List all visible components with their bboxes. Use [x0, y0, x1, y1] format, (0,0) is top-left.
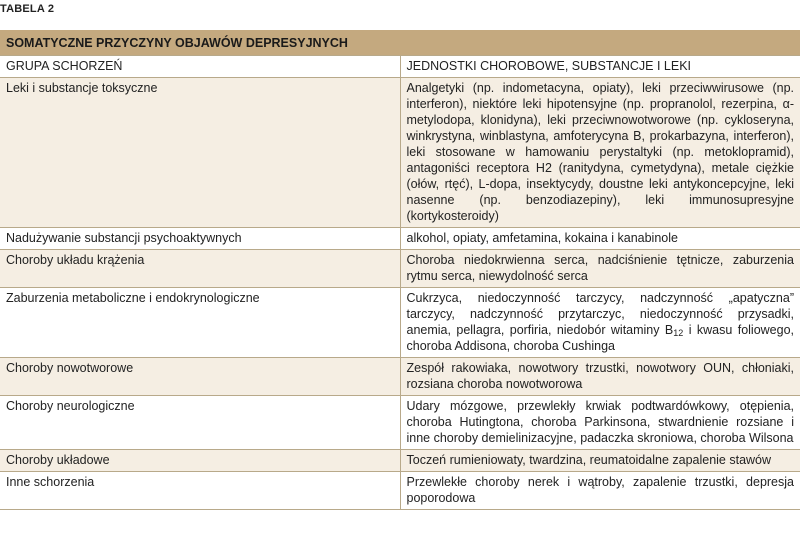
row-group: Inne schorzenia: [0, 472, 400, 510]
row-group: Leki i substancje toksyczne: [0, 78, 400, 228]
table-header-row: [0, 56, 800, 78]
row-items: Zespół rakowiaka, nowotwory trzustki, nowotwory OUN, chłoniaki, rozsiana choroba nowotworowa: [400, 358, 800, 396]
table-row: [0, 472, 800, 510]
header-group: GRUPA SCHORZEŃ: [0, 56, 400, 78]
table-row: [0, 288, 800, 358]
row-group: Choroby układu krążenia: [0, 250, 400, 288]
row-items: [400, 288, 800, 358]
table-title: SOMATYCZNE PRZYCZYNY OBJAWÓW DEPRESYJNYCH: [0, 30, 800, 56]
row-group: Choroby neurologiczne: [0, 396, 400, 450]
header-items: JEDNOSTKI CHOROBOWE, SUBSTANCJE I LEKI: [400, 56, 800, 78]
table-row: [0, 358, 800, 396]
somatic-causes-table: [0, 30, 800, 510]
table-title-row: [0, 30, 800, 56]
row-items: alkohol, opiaty, amfetamina, kokaina i kanabinole: [400, 228, 800, 250]
table-row: [0, 450, 800, 472]
table-label: TABELA 2: [0, 3, 55, 15]
row-group: Choroby nowotworowe: [0, 358, 400, 396]
row-group: Zaburzenia metaboliczne i endokrynologiczne: [0, 288, 400, 358]
row-items: Przewlekłe choroby nerek i wątroby, zapalenie trzustki, depresja poporodowa: [400, 472, 800, 510]
table-row: [0, 78, 800, 228]
row-group: Nadużywanie substancji psychoaktywnych: [0, 228, 400, 250]
row-group: Choroby układowe: [0, 450, 400, 472]
row-items: Analgetyki (np. indometacyna, opiaty), leki przeciwwirusowe (np. interferon), niektóre leki hipotensyjne (np. propranolol, rezerpina, α-metylodopa, klonidyna), leki przeciwnowotworowe (np. cykloseryna, winkrystyna, winblastyna, amfoterycyna B, prokarbazyna, interferon), leki stosowane w hamowaniu perystaltyki (np. metoklopramid), antagoniści receptora H2 (ranitydyna, cymetydyna), metale ciężkie (ołów, rtęć), L-dopa, insektycydy, doustne leki antykoncepcyjne, leki nasenne (np. benzodiazepiny), leki immunosupresyjne (kortykosteroidy): [400, 78, 800, 228]
row-items-text: Cukrzyca, niedoczynność tarczycy, nadczynność „apatyczna” tarczycy, nadczynność przytarczyc, niedoczynność przysadki, anemia, pellagra, porfiria, niedobór witaminy B: [406, 291, 794, 337]
table-row: [0, 396, 800, 450]
row-items-text: i kwasu foliowego, choroba Addisona, choroba Cushinga: [406, 323, 795, 353]
table-row: [0, 228, 800, 250]
row-items: Udary mózgowe, przewlekły krwiak podtwardówkowy, otępienia, choroba Hutingtona, choroba Parkinsona, stwardnienie rozsiane i inne choroby demielinizacyjne, padaczka skroniowa, choroba Wilsona: [400, 396, 800, 450]
vitamin-subscript: 12: [673, 328, 684, 338]
row-items: Choroba niedokrwienna serca, nadciśnienie tętnicze, zaburzenia rytmu serca, niewydolność serca: [400, 250, 800, 288]
table-row: [0, 250, 800, 288]
row-items: Toczeń rumieniowaty, twardzina, reumatoidalne zapalenie stawów: [400, 450, 800, 472]
